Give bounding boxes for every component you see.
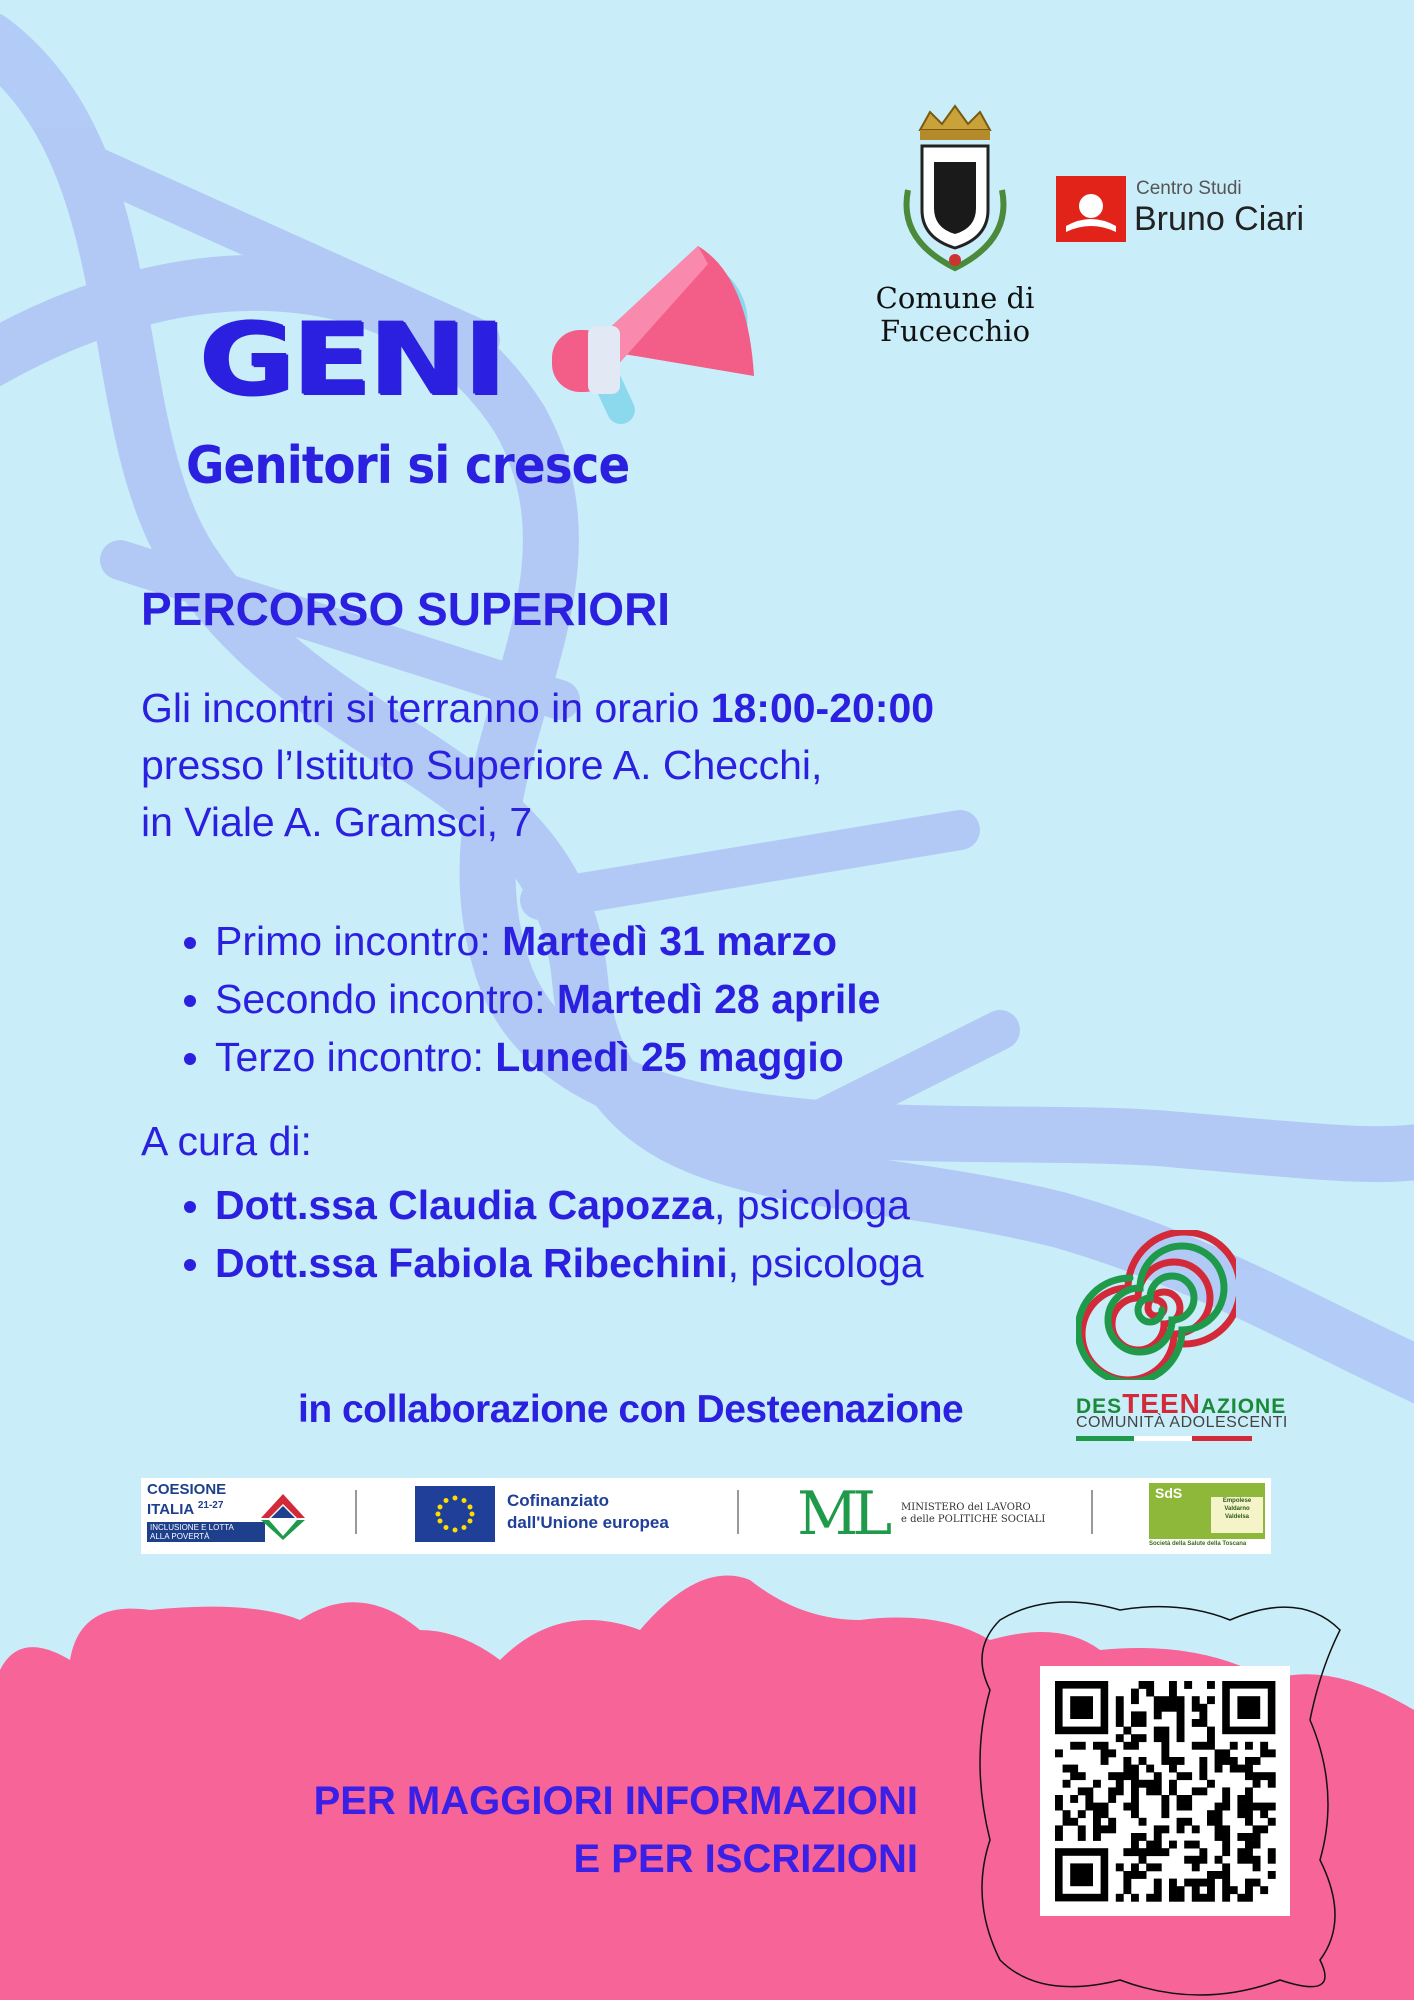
meetings-list bbox=[141, 912, 880, 1086]
comune-name bbox=[840, 282, 1070, 348]
sds-line1: Empolese bbox=[1222, 1498, 1252, 1504]
teen-text: TEEN bbox=[1122, 1388, 1201, 1419]
footer-text bbox=[314, 1772, 918, 1888]
ministero-line2: e delle POLITICHE SOCIALI bbox=[901, 1514, 1046, 1525]
meeting-label: Primo incontro: bbox=[215, 918, 503, 964]
list-item bbox=[215, 1176, 924, 1234]
curated-list bbox=[141, 1176, 924, 1292]
person-name: Dott.ssa Fabiola Ribechini bbox=[215, 1240, 728, 1286]
azione-text: AZIONE bbox=[1200, 1395, 1287, 1418]
qr-code[interactable] bbox=[1040, 1666, 1290, 1916]
person-name: Dott.ssa Claudia Capozza bbox=[215, 1182, 714, 1228]
info-line-1 bbox=[141, 680, 934, 737]
sds-foot: Società della Salute della Toscana bbox=[1149, 1541, 1247, 1547]
coesione-line1: COESIONE bbox=[147, 1481, 227, 1498]
coat-of-arms-icon bbox=[890, 100, 1020, 275]
qr-code-icon bbox=[1040, 1666, 1290, 1916]
section-title: PERCORSO SUPERIORI bbox=[141, 583, 671, 635]
megaphone-icon bbox=[548, 236, 758, 436]
list-item bbox=[215, 912, 880, 970]
ministero-ml: ML bbox=[797, 1479, 887, 1549]
bruno-ciari-label: Bruno Ciari bbox=[1134, 200, 1305, 238]
meeting-date: Lunedì 25 maggio bbox=[495, 1034, 844, 1080]
geni-subtitle: Genitori si cresce bbox=[186, 436, 630, 496]
coesione-years: 21-27 bbox=[197, 1500, 224, 1511]
footer-line1: PER MAGGIORI INFORMAZIONI bbox=[313, 1779, 918, 1823]
info-line-3: in Viale A. Gramsci, 7 bbox=[141, 799, 533, 845]
info-block bbox=[141, 680, 934, 851]
info-line-2: presso l’Istituto Superiore A. Checchi, bbox=[141, 742, 823, 788]
collaboration-text: in collaborazione con Desteenazione bbox=[298, 1388, 964, 1431]
coesione-arrow-icon bbox=[257, 1488, 309, 1542]
meeting-label: Terzo incontro: bbox=[215, 1034, 496, 1080]
eu-text bbox=[507, 1490, 669, 1534]
comune-line1: Comune di bbox=[875, 281, 1035, 315]
info-prefix: Gli incontri si terranno in orario bbox=[141, 685, 711, 731]
person-role: , psicologa bbox=[727, 1240, 924, 1286]
list-item bbox=[215, 970, 880, 1028]
meeting-date: Martedì 31 marzo bbox=[502, 918, 838, 964]
sds-line2: Valdarno bbox=[1224, 1506, 1250, 1512]
sds-line3: Valdelsa bbox=[1224, 1514, 1250, 1520]
flag-underline bbox=[1076, 1436, 1252, 1441]
coesione-tag1: INCLUSIONE E LOTTA bbox=[150, 1523, 234, 1532]
coesione-tag2: ALLA POVERTÀ bbox=[150, 1532, 210, 1541]
eu-line1: Cofinanziato bbox=[507, 1491, 609, 1510]
spiral-icon bbox=[1076, 1230, 1236, 1380]
info-time: 18:00-20:00 bbox=[710, 685, 935, 731]
sds-logo bbox=[1149, 1483, 1265, 1539]
ministero-text bbox=[901, 1502, 1045, 1526]
curated-title: A cura di: bbox=[141, 1118, 312, 1164]
ministero-line1: MINISTERO del LAVORO bbox=[901, 1502, 1031, 1513]
person-role: , psicologa bbox=[713, 1182, 910, 1228]
meeting-label: Secondo incontro: bbox=[215, 976, 557, 1022]
list-item bbox=[215, 1234, 924, 1292]
list-item bbox=[215, 1028, 880, 1086]
coesione-line2: ITALIA bbox=[147, 1501, 194, 1518]
coesione-logo bbox=[147, 1482, 307, 1548]
meeting-date: Martedì 28 aprile bbox=[556, 976, 881, 1022]
eu-flag-icon bbox=[415, 1486, 495, 1542]
centro-studi-label: Centro Studi bbox=[1136, 178, 1242, 199]
geni-title: GENI bbox=[198, 300, 503, 418]
eu-line2: dall'Unione europea bbox=[507, 1513, 669, 1532]
desteenazione-subtitle: COMUNITÀ ADOLESCENTI bbox=[1076, 1414, 1288, 1431]
sds-mark: SdS bbox=[1155, 1485, 1183, 1501]
bruno-ciari-icon bbox=[1056, 176, 1126, 242]
comune-line2: Fucecchio bbox=[879, 314, 1031, 348]
footer-line2: E PER ISCRIZIONI bbox=[573, 1837, 918, 1881]
des-text: DES bbox=[1076, 1395, 1123, 1418]
